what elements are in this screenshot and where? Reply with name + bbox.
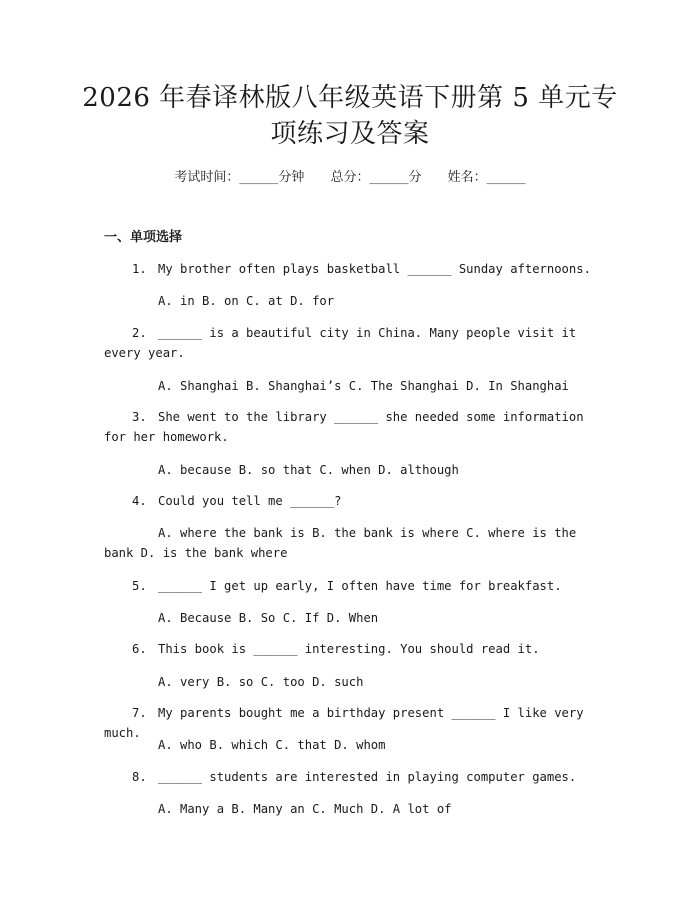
question-text: This book is ______ interesting. You should read it.	[158, 642, 540, 656]
question-5-options: A. Because B. So C. If D. When	[158, 611, 379, 625]
question-text: ______ I get up early, I often have time for breakfast.	[158, 579, 562, 593]
question-number: 3.	[132, 410, 147, 424]
question-8	[104, 767, 598, 787]
question-8-options: A. Many a B. Many an C. Much D. A lot of	[158, 802, 452, 816]
question-number: 2.	[132, 326, 147, 340]
page-title	[0, 80, 700, 152]
question-number: 1.	[132, 262, 147, 276]
question-number: 4.	[132, 494, 147, 508]
question-4-options: A. where the bank is B. the bank is where C. where is the bank D. is the bank where	[104, 526, 577, 560]
question-2-options: A. Shanghai B. Shanghai’s C. The Shanghai D. In Shanghai	[158, 379, 569, 393]
question-1-options: A. in B. on C. at D. for	[158, 294, 335, 308]
question-number: 7.	[132, 706, 147, 720]
question-number: 6.	[132, 642, 147, 656]
exam-time-field: 考试时间：______分钟	[174, 170, 305, 185]
question-text: My brother often plays basketball ______ Sunday afternoons.	[158, 262, 591, 276]
question-2	[104, 323, 598, 363]
section-heading: 一、单项选择	[104, 230, 183, 245]
question-text: My parents bought me a birthday present ______ I like very much.	[104, 706, 584, 740]
question-1	[104, 259, 598, 279]
question-6	[104, 639, 598, 659]
question-3	[104, 407, 598, 447]
title-line-2: 项练习及答案	[270, 119, 430, 149]
total-score-field: 总分：______分	[330, 170, 422, 185]
question-number: 5.	[132, 579, 147, 593]
question-5	[104, 576, 598, 596]
question-text: ______ is a beautiful city in China. Many people visit it every year.	[104, 326, 577, 360]
question-text: Could you tell me ______?	[158, 494, 342, 508]
question-6-options: A. very B. so C. too D. such	[158, 675, 364, 689]
question-7-options: A. who B. which C. that D. whom	[158, 738, 386, 752]
question-number: 8.	[132, 770, 147, 784]
question-text: ______ students are interested in playing computer games.	[158, 770, 577, 784]
question-text: She went to the library ______ she needed some information for her homework.	[104, 410, 584, 444]
student-name-field: 姓名：______	[447, 170, 526, 185]
question-3-options: A. because B. so that C. when D. although	[158, 463, 459, 477]
title-line-1: 2026 年春译林版八年级英语下册第 5 单元专	[82, 83, 618, 113]
exam-info	[0, 168, 700, 188]
question-4	[104, 491, 598, 511]
